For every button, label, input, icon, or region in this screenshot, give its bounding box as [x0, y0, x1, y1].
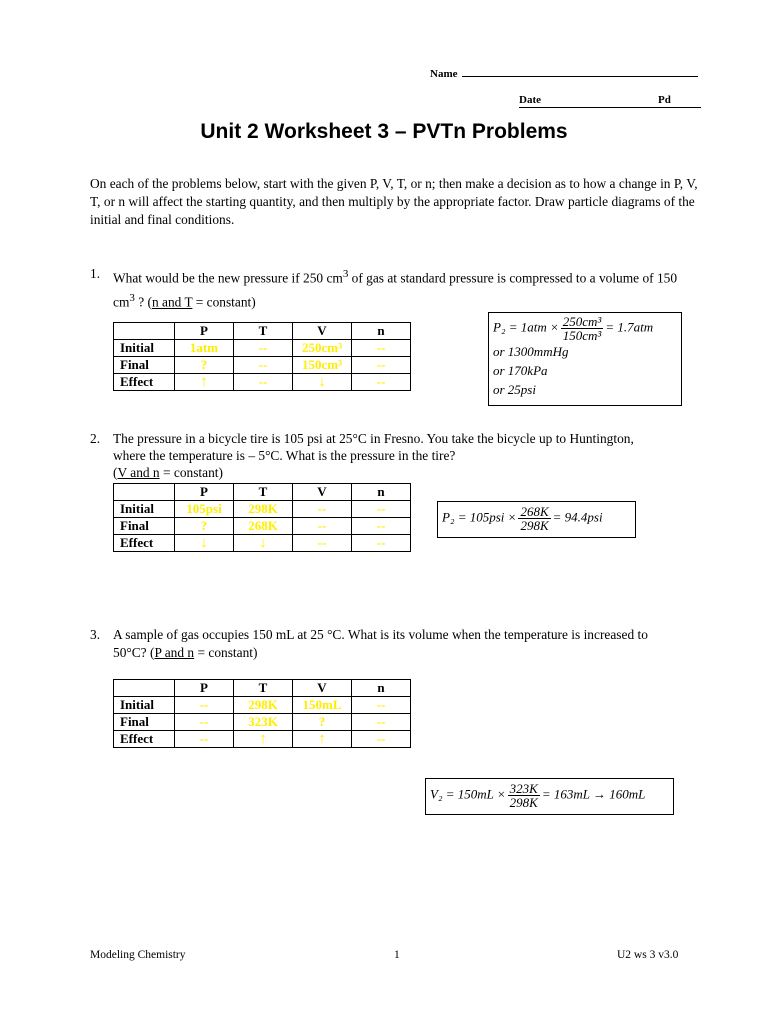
denominator: 298K: [509, 795, 538, 810]
row-label: Initial: [114, 697, 175, 714]
cell: 250cm³: [293, 340, 352, 357]
cell: --: [352, 374, 411, 391]
header-n: n: [352, 323, 411, 340]
header-n: n: [352, 484, 411, 501]
problem-number: 3.: [90, 627, 101, 642]
text: (: [113, 465, 118, 480]
equation-rhs: = 1.7atm: [605, 319, 654, 335]
cell: 1atm: [175, 340, 234, 357]
pd-label: Pd: [658, 94, 671, 106]
cell: 298K: [234, 697, 293, 714]
header-t: T: [234, 323, 293, 340]
problem-text: [113, 430, 650, 481]
cell: --: [234, 340, 293, 357]
up-arrow-icon: ↑: [293, 731, 352, 748]
row-label: Final: [114, 357, 175, 374]
problem-2: [90, 430, 650, 481]
solution-problem-3: [425, 778, 674, 815]
down-arrow-icon: ↓: [234, 535, 293, 552]
text: = constant): [192, 294, 256, 310]
cell: --: [293, 518, 352, 535]
cell: --: [352, 697, 411, 714]
cell: --: [234, 374, 293, 391]
cell: --: [352, 714, 411, 731]
denominator: 150cm³: [562, 328, 602, 343]
name-blank: [462, 66, 698, 77]
cell: --: [352, 731, 411, 748]
solution-problem-1: [488, 312, 682, 406]
alt-answer: or 25psi: [493, 382, 536, 397]
text: What would be the new pressure if 250 cm: [113, 270, 343, 286]
row-label: Final: [114, 518, 175, 535]
cell: 268K: [234, 518, 293, 535]
instructions: On each of the problems below, start with the given P, V, T, or n; then make a decision as to how a change in P, V, T, or n will affect the starting quantity, and then multiply by the appropriate factor. Draw particle diagrams of the initial and final conditions.: [90, 176, 698, 227]
cell: 298K: [234, 501, 293, 518]
header-p: P: [175, 323, 234, 340]
row-label: Effect: [114, 535, 175, 552]
date-field: [519, 94, 701, 108]
cell: --: [352, 340, 411, 357]
problem-3: [90, 626, 660, 662]
down-arrow-icon: ↓: [293, 374, 352, 391]
table-problem-3: [113, 679, 411, 748]
cell: 323K: [234, 714, 293, 731]
row-label: Final: [114, 714, 175, 731]
equation-rhs: = 163mL → 160mL: [541, 786, 646, 802]
constant-vars: V and n: [117, 465, 160, 480]
fraction: [508, 782, 540, 809]
numerator: 268K: [520, 504, 549, 519]
cell: 150cm³: [293, 357, 352, 374]
header-p: P: [175, 680, 234, 697]
cell: 105psi: [175, 501, 234, 518]
cell: --: [175, 731, 234, 748]
text: = constant): [194, 645, 258, 660]
text: The pressure in a bicycle tire is 105 psi at 25°C in Fresno. You take the bicycle up to Huntington, where the temperature is – 5°C. What is the pressure in the tire?: [113, 431, 634, 463]
text: ? (: [134, 294, 152, 310]
header-t: T: [234, 680, 293, 697]
equation-lhs: P₂ = 1atm ×: [493, 319, 559, 335]
header-v: V: [293, 484, 352, 501]
cell: --: [234, 357, 293, 374]
alt-answer: or 170kPa: [493, 363, 548, 378]
numerator: 250cm³: [562, 314, 602, 329]
problem-1: [90, 264, 690, 313]
table-problem-2: [113, 483, 411, 552]
cell: ?: [175, 518, 234, 535]
equation-rhs: = 94.4psi: [552, 509, 603, 525]
down-arrow-icon: ↓: [175, 535, 234, 552]
cell: --: [293, 501, 352, 518]
row-label: Effect: [114, 731, 175, 748]
row-label: Initial: [114, 501, 175, 518]
page-number: 1: [394, 949, 400, 961]
cell: --: [352, 501, 411, 518]
name-label: Name: [430, 68, 458, 80]
problem-text: [113, 264, 690, 313]
cell: --: [175, 714, 234, 731]
corner-cell: [114, 484, 175, 501]
row-label: Initial: [114, 340, 175, 357]
numerator: 323K: [509, 781, 538, 796]
problem-number: 2.: [90, 431, 101, 446]
denominator: 298K: [520, 518, 549, 533]
up-arrow-icon: ↑: [234, 731, 293, 748]
footer-right: U2 ws 3 v3.0: [617, 949, 679, 961]
corner-cell: [114, 323, 175, 340]
table-problem-1: [113, 322, 411, 391]
cell: --: [352, 535, 411, 552]
page-title: Unit 2 Worksheet 3 – PVTn Problems: [200, 120, 568, 143]
fraction: [561, 315, 604, 342]
fraction: [518, 505, 550, 532]
header-n: n: [352, 680, 411, 697]
cell: --: [352, 518, 411, 535]
constant-vars: P and n: [154, 645, 195, 660]
cell: --: [352, 357, 411, 374]
problem-text: [113, 626, 660, 662]
cell: 150mL: [293, 697, 352, 714]
header-t: T: [234, 484, 293, 501]
header-v: V: [293, 680, 352, 697]
corner-cell: [114, 680, 175, 697]
header-v: V: [293, 323, 352, 340]
superscript: 3: [129, 292, 135, 305]
equation-lhs: V₂ = 150mL ×: [430, 786, 506, 802]
text: = constant): [159, 465, 223, 480]
row-label: Effect: [114, 374, 175, 391]
cell: ?: [293, 714, 352, 731]
header-p: P: [175, 484, 234, 501]
name-field: [430, 66, 698, 80]
constant-vars: n and T: [151, 294, 193, 310]
text: of gas at standard pressure is compressed to a volume of 150 cm: [113, 270, 678, 310]
date-label: Date: [519, 94, 541, 106]
solution-problem-2: [437, 501, 636, 538]
equation-lhs: P₂ = 105psi ×: [442, 509, 517, 525]
cell: --: [175, 697, 234, 714]
cell: ?: [175, 357, 234, 374]
footer-left: Modeling Chemistry: [90, 949, 186, 961]
superscript: 3: [342, 268, 349, 280]
up-arrow-icon: ↑: [175, 374, 234, 391]
text: A sample of gas occupies 150 mL at 25 °C. What is its volume when the temperature is increased to 50°C? (: [113, 627, 648, 660]
alt-answer: or 1300mmHg: [493, 344, 569, 359]
problem-number: 1.: [90, 266, 101, 281]
cell: --: [293, 535, 352, 552]
